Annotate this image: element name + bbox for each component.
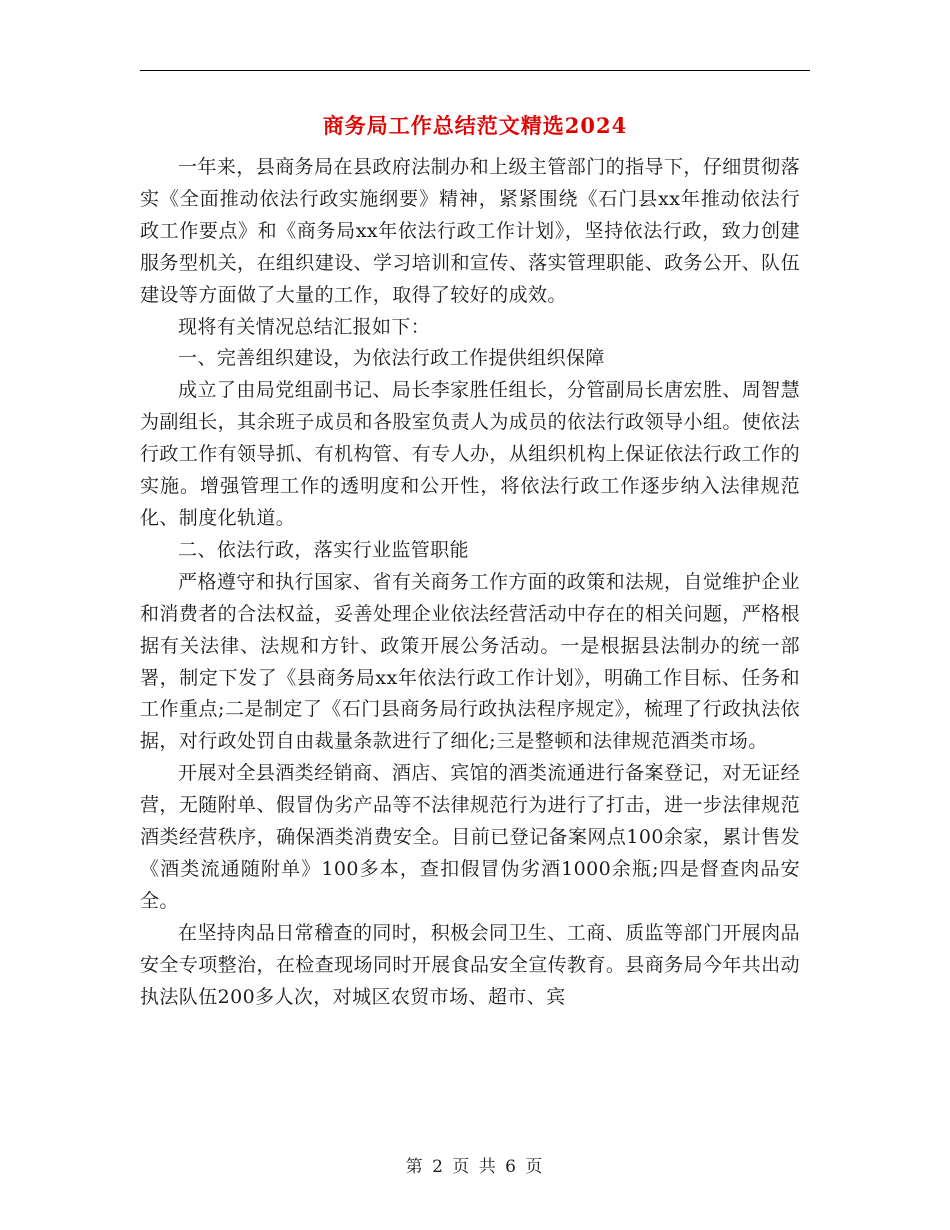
page-number: 第 2 页 共 6 页 [405, 1157, 545, 1177]
paragraph-regulation: 严格遵守和执行国家、省有关商务工作方面的政策和法规，自觉维护企业和消费者的合法权益，妥善处理企业依法经营活动中存在的相关问题，严格根据有关法律、法规和方针、政策开展公务活动。一是根据县法制办的统一部署，制定下发了《县商务局xx年依法行政工作计划》，明确工作目标、任务和工作重点;二是制定了《石门县商务局行政执法程序规定》，梳理了行政执法依据，对行政处罚自由裁量条款进行了细化;三是整顿和法律规范酒类市场。 [140, 570, 800, 753]
section-heading-1: 一、完善组织建设，为依法行政工作提供组织保障 [178, 347, 605, 370]
document-body [140, 152, 800, 1013]
paragraph-liquor-market: 开展对全县酒类经销商、酒店、宾馆的酒类流通进行备案登记，对无证经营，无随附单、假冒伪劣产品等不法律规范行为进行了打击，进一步法律规范酒类经营秩序，确保酒类消费安全。目前已登记备案网点100余家，累计售发《酒类流通随附单》100多本，查扣假冒伪劣酒1000余瓶;四是督查肉品安全。 [140, 762, 800, 912]
paragraph-organization: 成立了由局党组副书记、局长李家胜任组长，分管副局长唐宏胜、周智慧为副组长，其余班子成员和各股室负责人为成员的依法行政领导小组。使依法行政工作有领导抓、有机构管、有专人办，从组织机构上保证依法行政工作的实施。增强管理工作的透明度和公开性，将依法行政工作逐步纳入法律规范化、制度化轨道。 [140, 379, 800, 529]
paragraph-intro: 一年来，县商务局在县政府法制办和上级主管部门的指导下，仔细贯彻落实《全面推动依法行政实施纲要》精神，紧紧围绕《石门县xx年推动依法行政工作要点》和《商务局xx年依法行政工作计划》，坚持依法行政，致力创建服务型机关，在组织建设、学习培训和宣传、落实管理职能、政务公开、队伍建设等方面做了大量的工作，取得了较好的成效。 [140, 156, 800, 306]
section-heading-2: 二、依法行政，落实行业监管职能 [178, 538, 470, 561]
paragraph-meat-safety: 在坚持肉品日常稽查的同时，积极会同卫生、工商、质监等部门开展肉品安全专项整治，在检查现场同时开展食品安全宣传教育。县商务局今年共出动执法队伍200多人次，对城区农贸市场、超市、宾 [140, 921, 800, 1008]
paragraph-summary-lead: 现将有关情况总结汇报如下： [178, 315, 431, 338]
document-title: 商务局工作总结范文精选2024 [322, 113, 628, 138]
header-rule [140, 70, 810, 71]
